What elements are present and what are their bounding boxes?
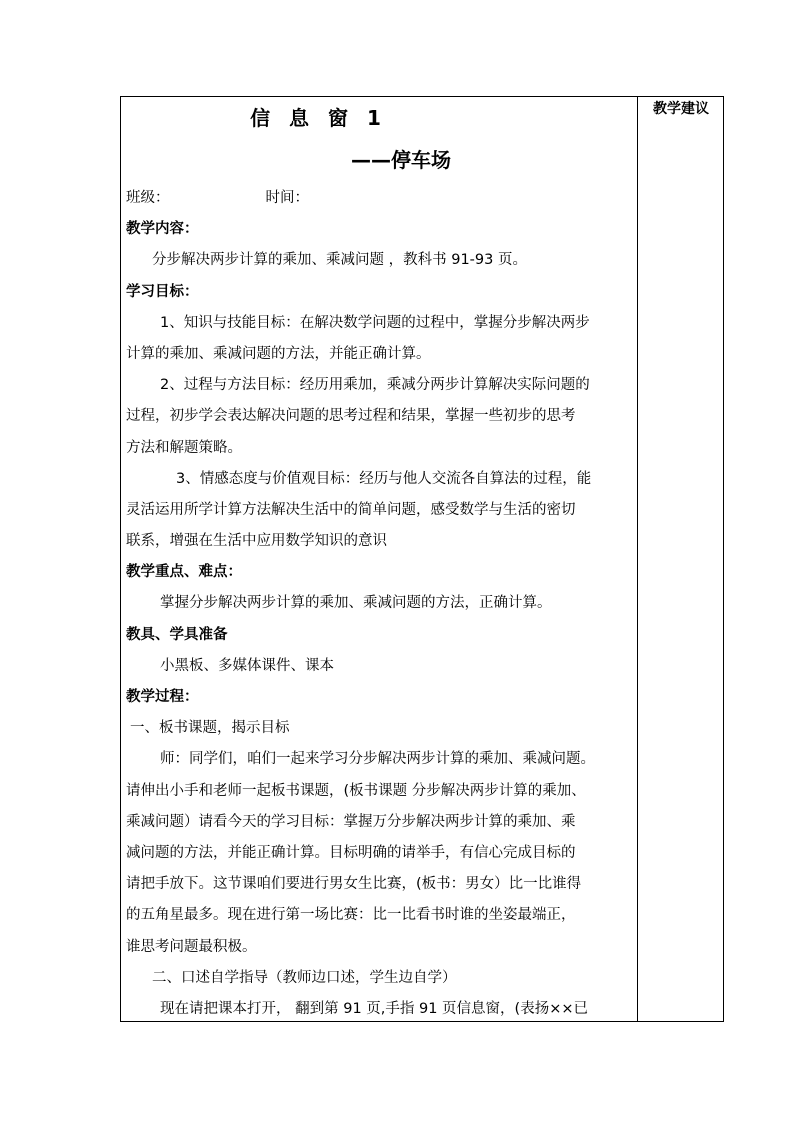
time-label: 时间： <box>265 190 309 206</box>
text-line: 小黑板、多媒体课件、课本 <box>160 657 334 674</box>
text-line: 乘减问题）请看今天的学习目标：掌握万分步解决两步计算的乘加、乘 <box>126 813 576 830</box>
text-line: 计算的乘加、乘减问题的方法，并能正确计算。 <box>126 345 431 362</box>
teaching-suggestion-heading: 教学建议 <box>653 101 709 117</box>
section-heading: 教学重点、难点： <box>126 564 242 581</box>
page-subtitle: ——停车场 <box>351 148 451 172</box>
text-line: 的五角星最多。现在进行第一场比赛：比一比看书时谁的坐姿最端正， <box>126 907 576 924</box>
text-line: 2、过程与方法目标：经历用乘加，乘减分两步计算解决实际问题的 <box>160 377 590 394</box>
main-column <box>126 99 631 1025</box>
text-line: 1、知识与技能目标：在解决数学问题的过程中，掌握分步解决两步 <box>160 314 590 331</box>
section-heading: 教学内容： <box>126 221 199 238</box>
body-lines <box>126 214 631 1025</box>
text-line: 掌握分步解决两步计算的乘加、乘减问题的方法，正确计算。 <box>160 595 552 612</box>
text-line: 减问题的方法，并能正确计算。目标明确的请举手，有信心完成目标的 <box>126 844 576 861</box>
text-line: 联系，增强在生活中应用数学知识的意识 <box>126 533 387 550</box>
text-line: 方法和解题策略。 <box>126 439 242 456</box>
text-line: 二、口述自学指导（教师边口述，学生边自学） <box>152 969 457 986</box>
section-heading: 教具、学具准备 <box>126 626 228 643</box>
class-label: 班级： <box>126 190 170 206</box>
section-heading: 学习目标： <box>126 283 199 300</box>
section-heading: 教学过程： <box>126 689 199 705</box>
text-line: 3、情感态度与价值观目标：经历与他人交流各自算法的过程，能 <box>176 470 592 487</box>
column-divider <box>637 96 638 1022</box>
text-line: 请把手放下。这节课咱们要进行男女生比赛，(板书：男女）比一比谁得 <box>126 876 582 893</box>
text-line: 一、板书课题，揭示目标 <box>130 720 290 737</box>
text-line: 过程，初步学会表达解决问题的思考过程和结果，掌握一些初步的思考 <box>126 408 576 425</box>
text-line: 师：同学们，咱们一起来学习分步解决两步计算的乘加、乘减问题。 <box>160 751 595 768</box>
text-line: 谁思考问题最积极。 <box>126 938 257 955</box>
text-line: 灵活运用所学计算方法解决生活中的简单问题，感受数学与生活的密切 <box>126 501 576 518</box>
text-line: 分步解决两步计算的乘加、乘减问题 ，教科书 91-93 页。 <box>152 252 527 269</box>
text-line: 现在请把课本打开， 翻到第 91 页,手指 91 页信息窗，(表扬××已 <box>160 1000 589 1017</box>
page-title: 信 息 窗 1 <box>250 106 387 130</box>
class-time-line <box>126 183 631 214</box>
text-line: 请伸出小手和老师一起板书课题，(板书课题 分步解决两步计算的乘加、 <box>126 782 586 799</box>
